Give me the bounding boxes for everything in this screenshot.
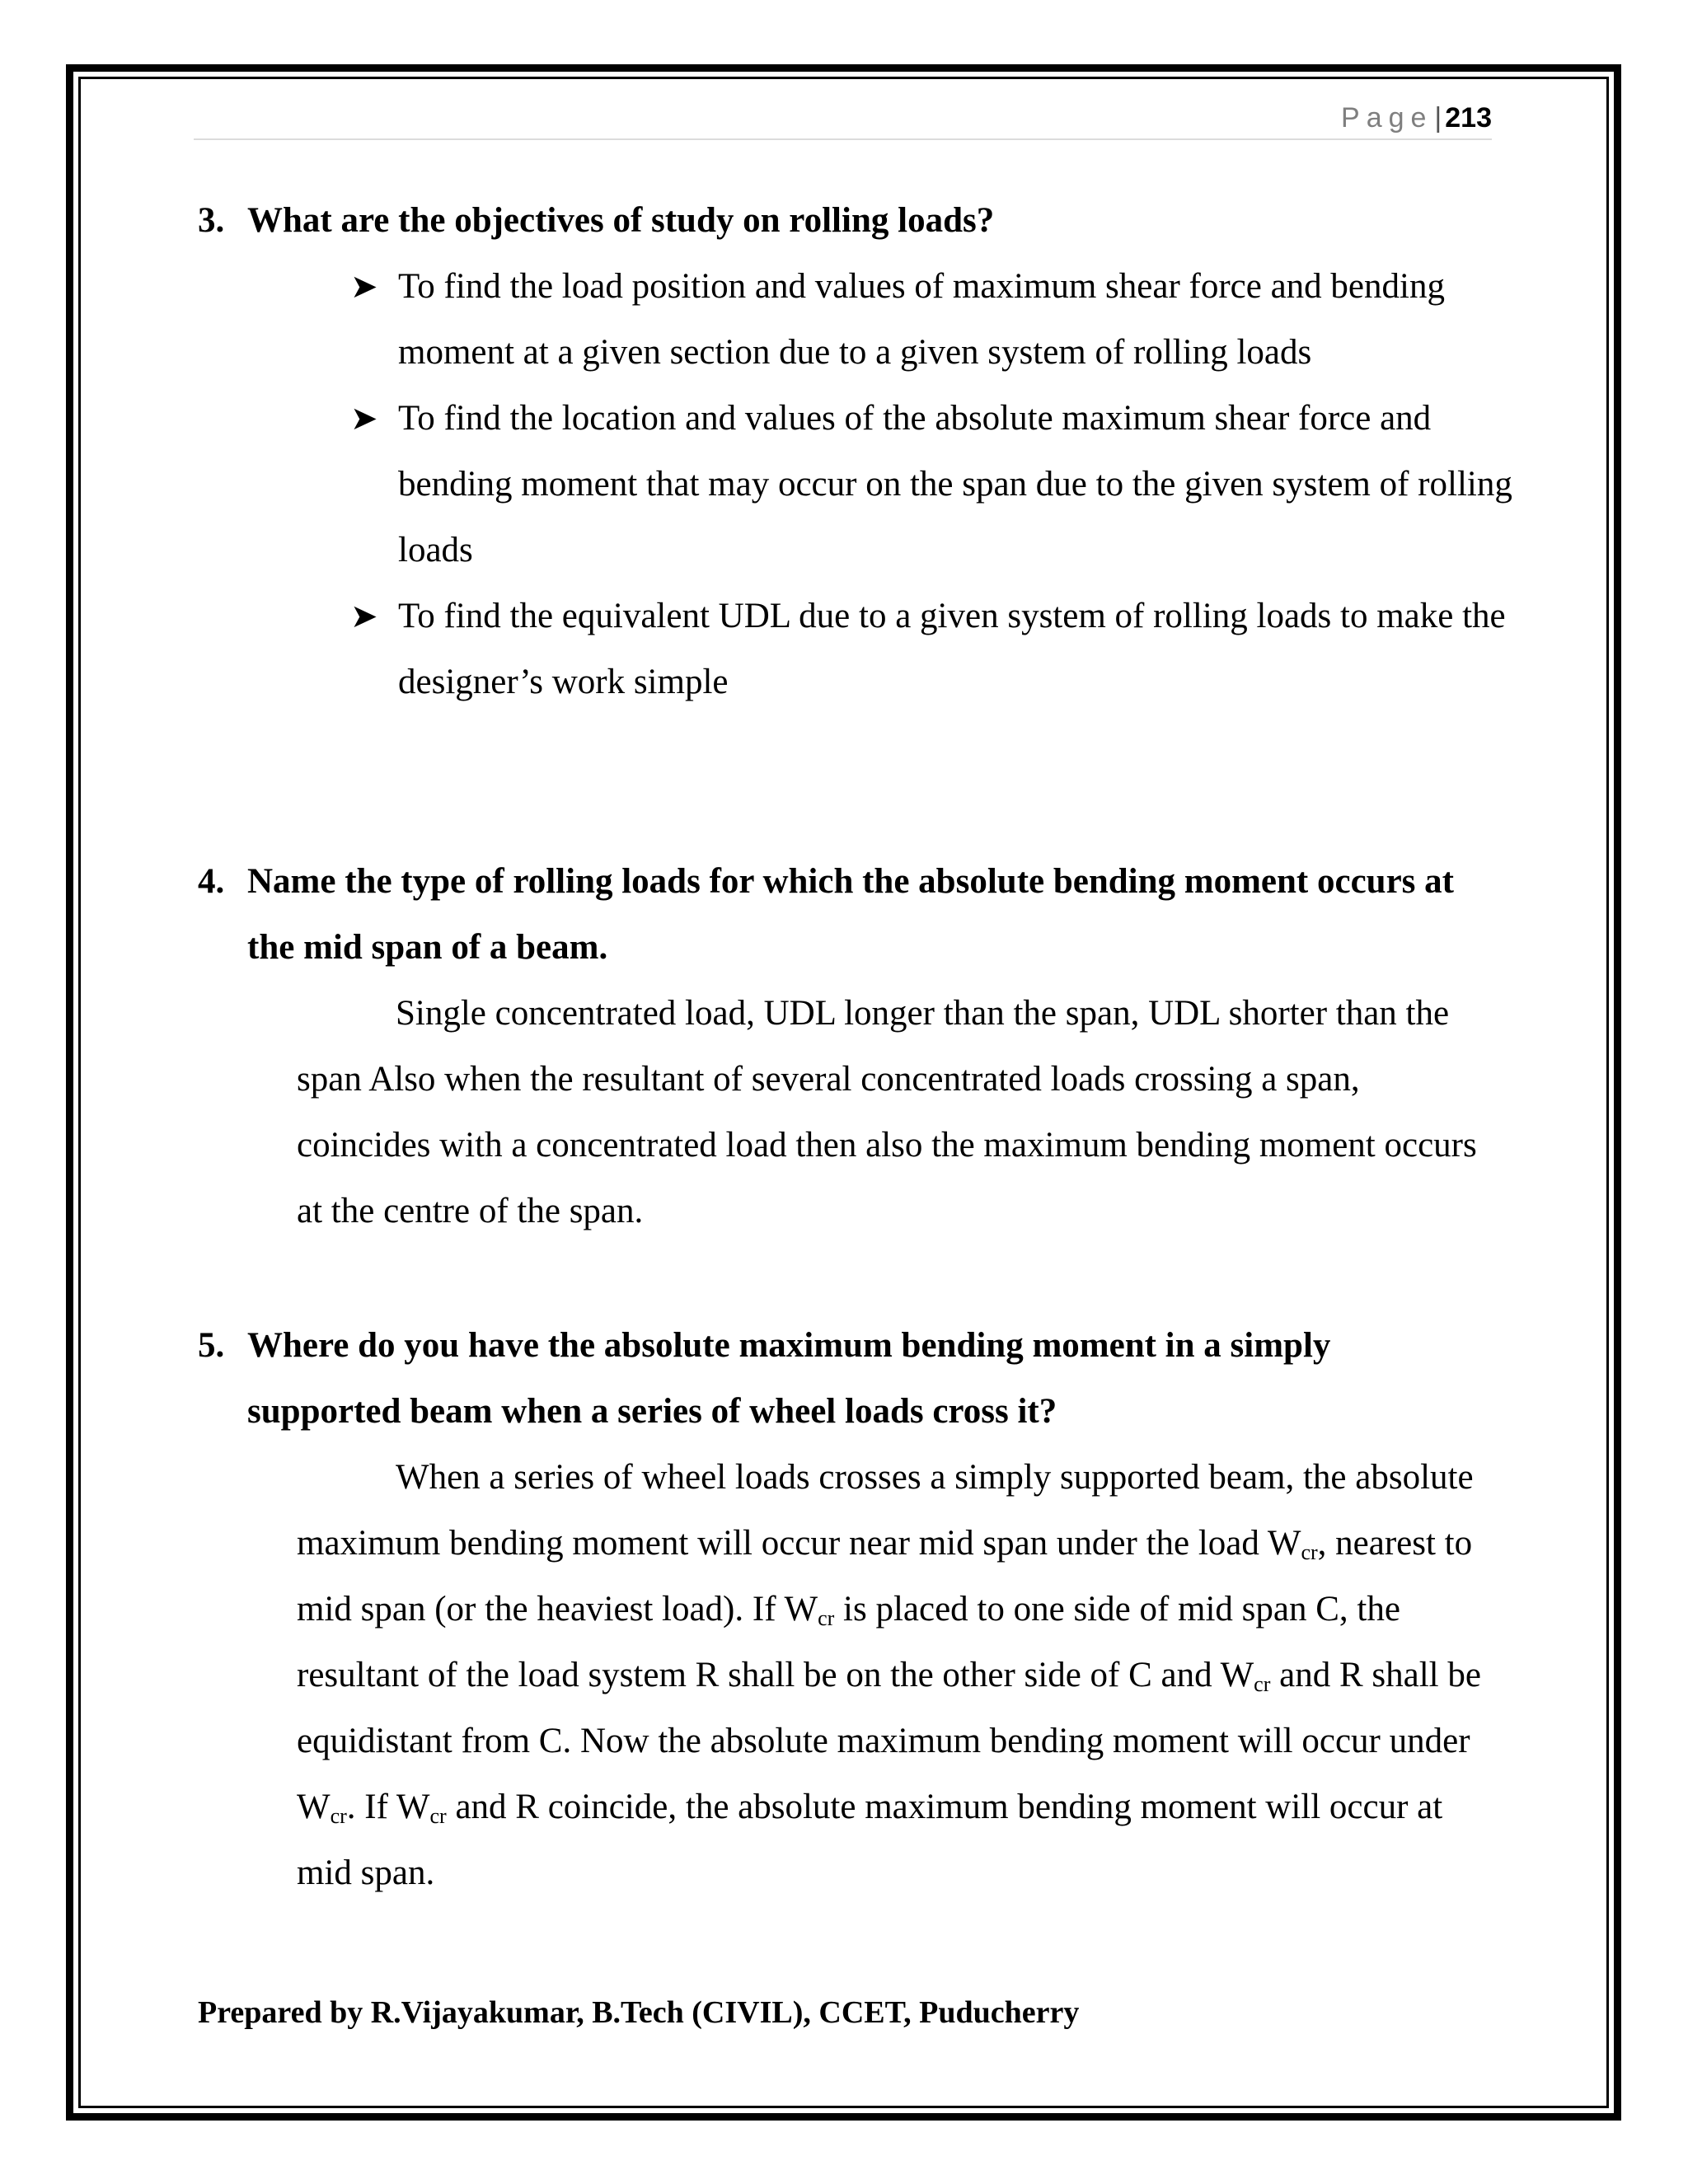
page-number: 213 — [1445, 102, 1492, 134]
answer-text: Single concentrated load, UDL longer than the span, UDL shorter than the span Also when the resultant of several concentrated loads crossing a span, coincides with a concentrated load then also the maximum bending moment occurs at the centre of the span. — [297, 994, 1477, 1230]
answer-text: When a series of wheel loads crosses a simply supported beam, the absolute maximum bending moment will occur near mid span under the load W — [297, 1458, 1474, 1563]
subscript: cr — [330, 1804, 347, 1828]
subscript: cr — [818, 1606, 835, 1630]
arrowhead-bullet-icon: ➤ — [350, 598, 378, 635]
page-separator: | — [1434, 102, 1442, 134]
question-text: What are the objectives of study on rolling loads? — [247, 201, 995, 240]
list-item-text: To find the equivalent UDL due to a given system of rolling loads to make the designer’s work simple — [398, 597, 1506, 701]
question-text: Where do you have the absolute maximum bending moment in a simply supported beam when a series of wheel loads cross it? — [247, 1326, 1331, 1431]
list-item-text: To find the load position and values of maximum shear force and bending moment at a given section due to a given system of rolling loads — [398, 267, 1445, 372]
answer-text: . If W — [346, 1788, 430, 1826]
question-number: 4. — [198, 862, 225, 901]
question-number: 3. — [198, 201, 225, 240]
question-number: 5. — [198, 1326, 225, 1365]
question-5 — [198, 1313, 1484, 1445]
subscript: cr — [429, 1804, 447, 1828]
page-label: Page — [1341, 102, 1433, 134]
objectives-list — [350, 254, 1512, 715]
list-item — [350, 386, 1527, 583]
question-3 — [198, 188, 1500, 254]
list-item-text: To find the location and values of the absolute maximum shear force and bending moment that may occur on the span due to the given system of rolling loads — [398, 399, 1512, 569]
arrowhead-bullet-icon: ➤ — [350, 268, 378, 306]
list-item — [350, 583, 1527, 715]
list-item — [350, 254, 1486, 386]
answer-text: and R shall be equidistant from C. Now the absolute maximum bending moment will occur under W — [297, 1656, 1481, 1826]
answer-text: is placed to one side of mid span C, the resultant of the load system R shall be on the other side of C and W — [297, 1590, 1400, 1694]
answer-5 — [297, 1445, 1496, 1906]
question-text: Name the type of rolling loads for which the absolute bending moment occurs at the mid span of a beam. — [247, 862, 1454, 967]
arrowhead-bullet-icon: ➤ — [350, 400, 378, 438]
question-4 — [198, 849, 1484, 981]
footer-credit: Prepared by R.Vijayakumar, B.Tech (CIVIL), CCET, Puducherry — [198, 1995, 1080, 2030]
subscript: cr — [1301, 1540, 1318, 1564]
answer-4 — [297, 981, 1484, 1244]
subscript: cr — [1254, 1672, 1271, 1696]
answer-text: , nearest to mid span (or the heaviest load). If W — [297, 1524, 1473, 1629]
answer-text: and R coincide, the absolute maximum bending moment will occur at mid span. — [297, 1788, 1443, 1892]
